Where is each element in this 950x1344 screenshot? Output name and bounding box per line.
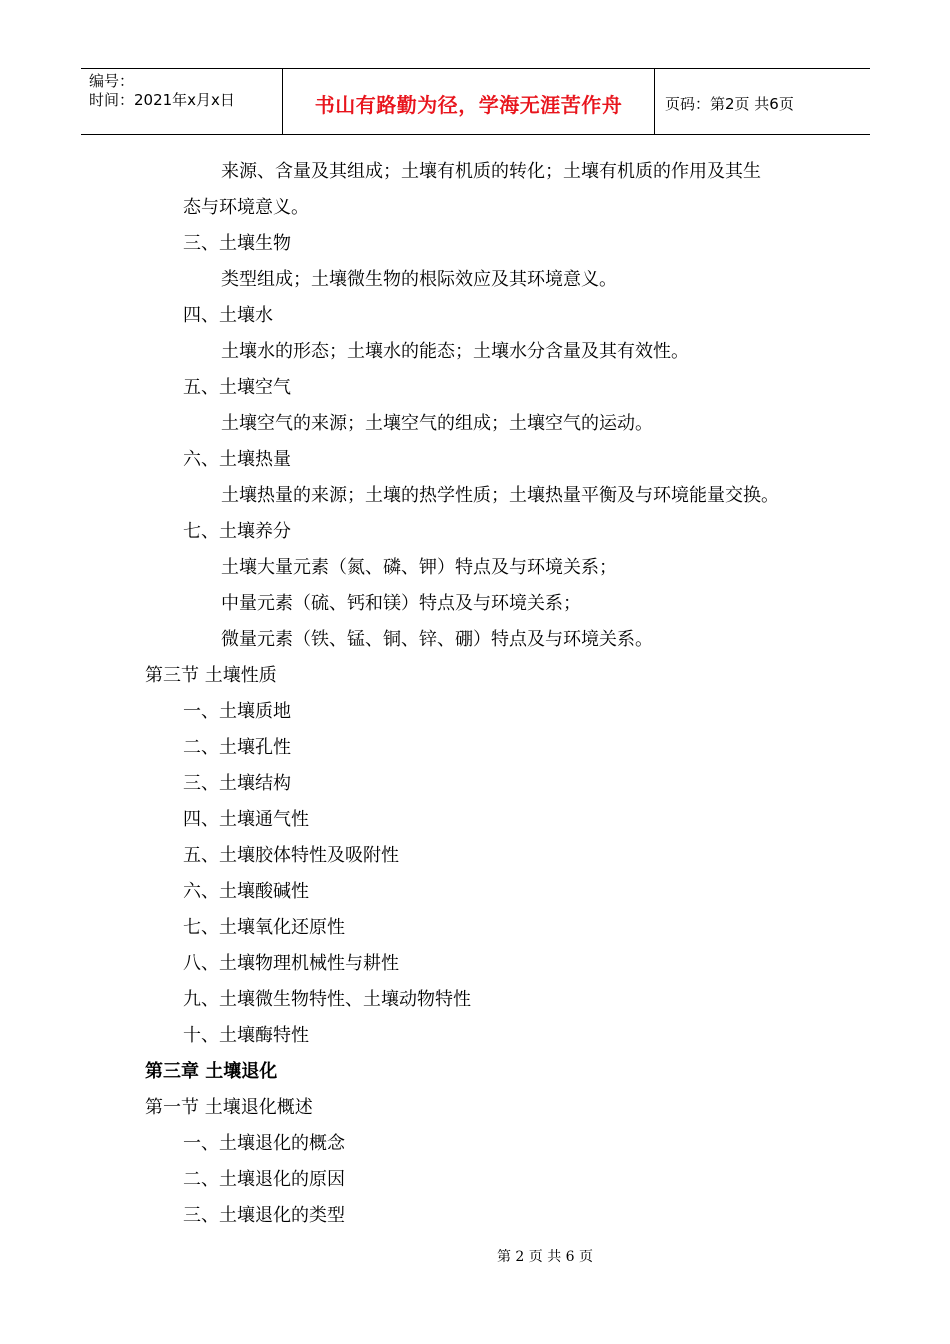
list-item: 五、土壤胶体特性及吸附性 [183,845,399,866]
header-motto: 书山有路勤为径，学海无涯苦作舟 [283,69,655,134]
list-item: 九、土壤微生物特性、土壤动物特性 [183,989,471,1010]
section-heading: 七、土壤养分 [183,521,291,542]
body-line: 土壤空气的来源；土壤空气的组成；土壤空气的运动。 [221,413,653,434]
section-heading: 六、土壤热量 [183,449,291,470]
list-item: 四、土壤通气性 [183,809,309,830]
list-item: 三、土壤退化的类型 [183,1205,345,1226]
document-number-label: 编号： [89,72,135,90]
list-item: 二、土壤孔性 [183,737,291,758]
header-page-info: 页码：第2页 共6页 [665,95,794,113]
body-line: 微量元素（铁、锰、铜、锌、硼）特点及与环境关系。 [221,629,653,650]
section-heading: 三、土壤生物 [183,233,291,254]
body-line: 来源、含量及其组成；土壤有机质的转化；土壤有机质的作用及其生 [221,161,761,182]
list-item: 八、土壤物理机械性与耕性 [183,953,399,974]
subsection-heading: 第三节 土壤性质 [145,665,277,686]
header-left-cell [81,69,283,134]
list-item: 二、土壤退化的原因 [183,1169,345,1190]
section-heading: 四、土壤水 [183,305,273,326]
list-item: 三、土壤结构 [183,773,291,794]
body-line: 态与环境意义。 [183,197,309,218]
list-item: 一、土壤退化的概念 [183,1133,345,1154]
page-header [81,68,870,135]
body-line: 土壤热量的来源；土壤的热学性质；土壤热量平衡及与环境能量交换。 [221,485,779,506]
list-item: 十、土壤酶特性 [183,1025,309,1046]
list-item: 六、土壤酸碱性 [183,881,309,902]
section-heading: 五、土壤空气 [183,377,291,398]
body-line: 中量元素（硫、钙和镁）特点及与环境关系； [221,593,581,614]
body-line: 类型组成；土壤微生物的根际效应及其环境意义。 [221,269,617,290]
subsection-heading: 第一节 土壤退化概述 [145,1097,313,1118]
chapter-heading: 第三章 土壤退化 [145,1061,278,1082]
page-footer: 第 2 页 共 6 页 [496,1249,594,1265]
body-line: 土壤大量元素（氮、磷、钾）特点及与环境关系； [221,557,617,578]
list-item: 七、土壤氧化还原性 [183,917,345,938]
body-line: 土壤水的形态；土壤水的能态；土壤水分含量及其有效性。 [221,341,689,362]
list-item: 一、土壤质地 [183,701,291,722]
document-time-label: 时间：2021年x月x日 [89,91,235,109]
